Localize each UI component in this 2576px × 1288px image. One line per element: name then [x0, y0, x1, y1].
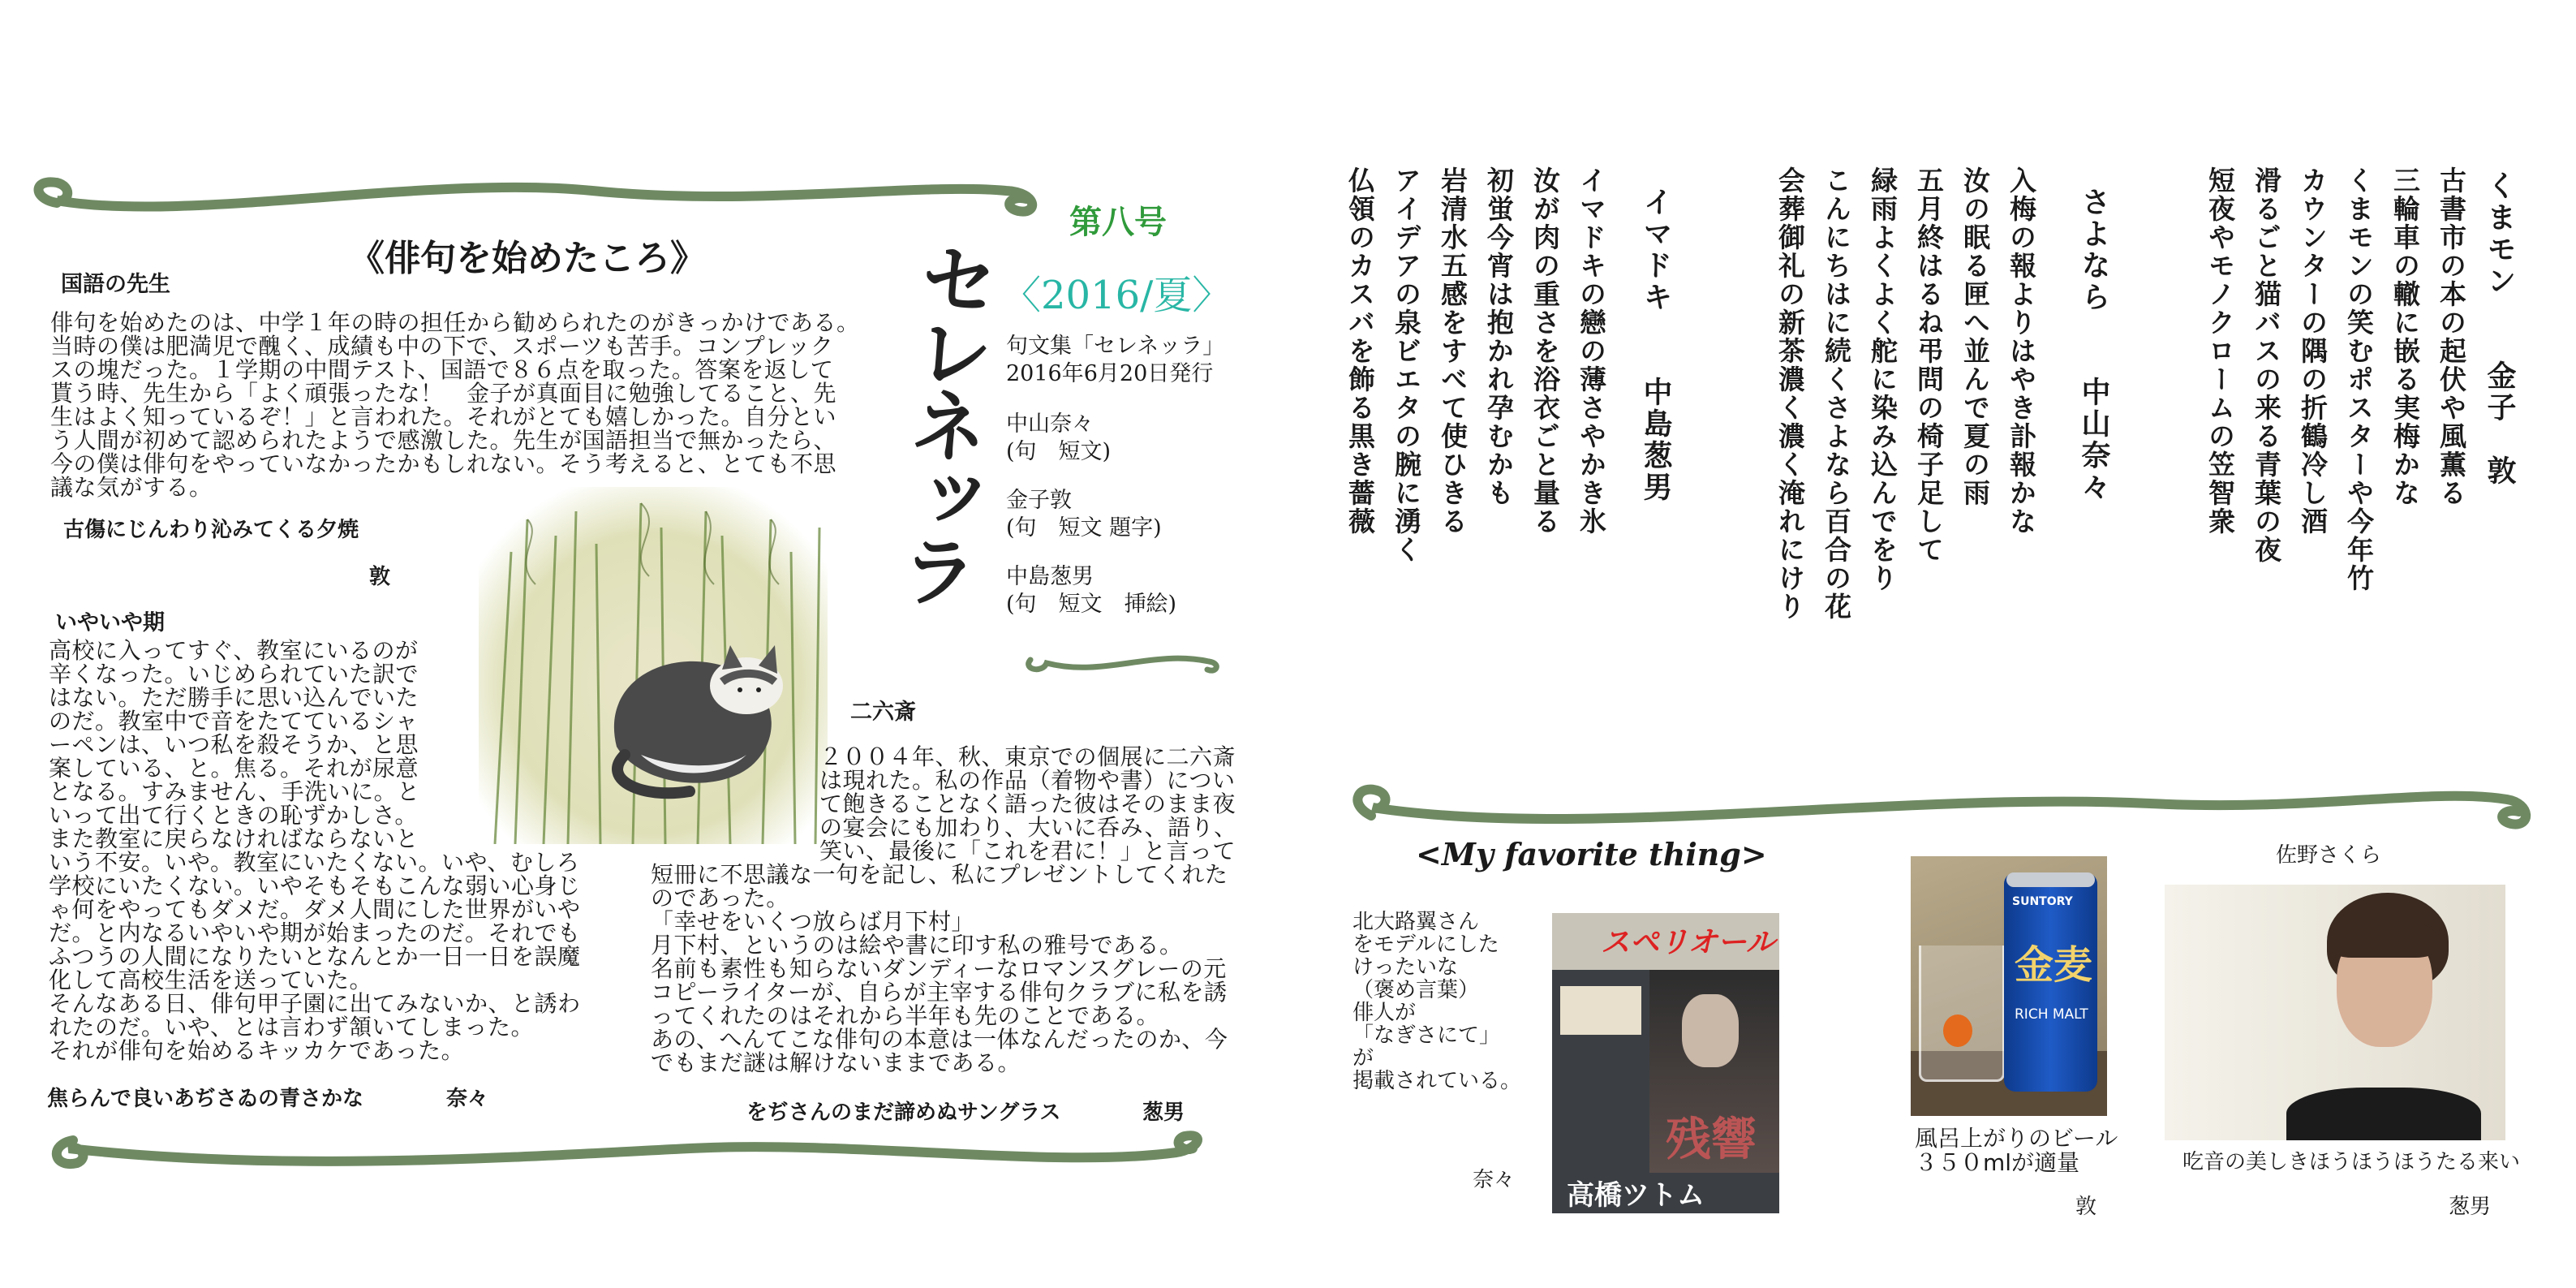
haiku-set-1-line-1: 古書市の本の起伏や風薫る — [2436, 166, 2467, 507]
sec1-heading: 国語の先生 — [61, 272, 170, 297]
haiku-set-1-line-6: 短夜やモノクロームの笠智衆 — [2204, 166, 2236, 536]
haiku-set-2-line-1: 入梅の報よりはやき訃報かな — [2006, 166, 2037, 536]
essay-title: 《俳句を始めたころ》 — [349, 238, 706, 279]
bottom-left-ornament — [41, 1124, 1217, 1181]
issue-number: 第八号 — [1069, 204, 1167, 241]
haiku-set-3-line-6: 仏領のカスバを飾る黒き薔薇 — [1344, 166, 1376, 536]
magazine-kanji: 残響 — [1666, 1113, 1757, 1166]
haiku-set-3-line-2: 汝が肉の重さを浴衣ごと量る — [1529, 166, 1561, 536]
favorite-1-caption: 北大路翼さん をモデルにした けったいな （褒め言葉） 俳人が 「なぎさにて」 が 掲載されている。 — [1353, 910, 1522, 1093]
sec3-body-a: ２００４年、秋、東京での個展に二六斎 は現れた。私の作品（着物や書）につい て飽きることなく語った彼はそのまま夜 の宴会にも加わり、大いに呑み、語り、 笑い、最後に「これを君に！」と言って — [819, 743, 1237, 864]
sec2-author: 奈々 — [446, 1087, 489, 1111]
sec2-haiku: 焦らんで良いあぢさゐの青さかな — [47, 1087, 364, 1111]
haiku-set-2-line-2: 汝の眠る匣へ並んで夏の雨 — [1959, 166, 1991, 507]
favorites-title: <My favorite thing> — [1416, 836, 1767, 872]
sec3-author: 葱男 — [1142, 1101, 1185, 1125]
favorite-2-caption: 風呂上がりのビール ３５０mlが適量 — [1915, 1125, 2118, 1176]
beer-can-photo — [1911, 856, 2107, 1116]
haiku-set-1-title: くまモン 金子 敦 — [2483, 170, 2516, 487]
haiku-set-2-line-6: 会葬御礼の新茶濃く濃く淹れにけり — [1774, 166, 1806, 621]
magazine-cover-image — [1552, 913, 1779, 1213]
sec1-author: 敦 — [369, 565, 391, 589]
sec1-haiku: 古傷にじんわり沁みてくる夕焼 — [63, 518, 359, 542]
portrait-photo — [2165, 885, 2505, 1140]
favorite-3-caption: 吃音の美しきほうほうほうたる来い — [2183, 1150, 2521, 1174]
magazine-author: 高橋ツトム — [1567, 1179, 1705, 1212]
haiku-set-3-line-4: 岩清水五感をすべて使ひきる — [1437, 166, 1469, 536]
staff-name-3: 中島葱男 — [1006, 564, 1094, 589]
haiku-set-3-title: イマドキ 中島葱男 — [1639, 187, 1672, 503]
can-brand: SUNTORY — [2012, 895, 2073, 908]
staff-ornament — [1022, 645, 1225, 678]
top-left-ornament — [24, 166, 1063, 231]
sec3-heading: 二六斎 — [850, 700, 916, 725]
staff-name-1: 中山奈々 — [1006, 411, 1094, 437]
publication-info — [1006, 333, 1224, 618]
haiku-set-3-line-1: イマドキの戀の薄さやかき氷 — [1576, 166, 1607, 536]
magazine-title: スペリオール — [1601, 926, 1775, 959]
favorite-3-author: 葱男 — [2449, 1195, 2492, 1219]
can-name: 金麦 — [2015, 942, 2093, 988]
staff-role-2: (句 短文 題字) — [1006, 515, 1162, 541]
haiku-set-2-line-4: 緑雨よくよく舵に染み込んでをり — [1867, 166, 1899, 592]
favorites-ornament — [1339, 771, 2556, 844]
favorite-2-author: 敦 — [2075, 1195, 2097, 1219]
staff-role-1: (句 短文) — [1006, 439, 1112, 464]
haiku-set-1-line-3: くまモンの笑むポスターや今年竹 — [2343, 166, 2375, 592]
sec1-body: 俳句を始めたのは、中学１年の時の担任から勧められたのがきっかけである。 当時の僕は肥満児で醜く、成績も中の下で、スポーツも苦手。コンプレック スの塊だった。１学期の中間テスト、国語で８６点を取った。答案を返して 貰う時、先生から「よく頑張ったな！ 金子が真面目に勉強してること、先 生はよく知っているぞ！」と言われた。それがとても嬉しかった。自分とい う人間が初めて認められたようで感激した。先生が国語担当で無かったら、 今の僕は俳句をやっていなかったかもしれない。そう考えると、とても不思 議な気がする。 — [50, 309, 860, 501]
staff-name-2: 金子敦 — [1006, 488, 1072, 513]
sec3-haiku: をぢさんのまだ諦めぬサングラス — [746, 1101, 1061, 1125]
brand-calligraphy: セレネッラ — [885, 236, 1003, 608]
staff-role-3: (句 短文 挿絵) — [1006, 592, 1177, 617]
haiku-set-1-line-4: カウンターの隅の折鶴冷し酒 — [2297, 166, 2329, 536]
haiku-set-1-line-2: 三輪車の轍に嵌る実梅かな — [2389, 166, 2421, 507]
haiku-set-2-title: さよなら 中山奈々 — [2077, 187, 2110, 503]
sec2-body: 高校に入ってすぐ、教室にいるのが 辛くなった。いじめられていた訳で はない。ただ勝手に思い込んでいた のだ。教室中で音をたてているシャ ーペンは、いつ私を殺そうか、と思 案している、と。焦る。それが尿意 となる。すみません、手洗いに。と いって出て行くときの恥ずかしさ。 また教室に戻らなければならないと いう不安。いや。教室にいたくない。いや、むしろ 学校にいたくない。いやそもそもこんな弱い心身じ ゃ何をやってもダメだ。ダメ人間にした世界がいや だ。と内なるいやいや期が始まったのだ。それでも ふつうの人間になりたいとなんとか一日一日を誤魔 化して高校生活を送っていた。 そんなある日、俳句甲子園に出てみないか、と誘わ れたのだ。いや、とは言わず頷いてしまった。 それが俳句を始めるキッカケであった。 — [49, 637, 581, 1064]
haiku-set-2-line-5: こんにちはに続くさよなら百合の花 — [1821, 166, 1852, 621]
sec2-heading: いやいや期 — [55, 610, 165, 635]
haiku-set-3-line-3: 初蛍今宵は抱かれ孕むかも — [1483, 166, 1515, 507]
issue-season: 〈2016/夏〉 — [1002, 273, 1232, 318]
haiku-set-1-line-5: 滑るごと猫バスの来る青葉の夜 — [2251, 166, 2282, 564]
publication-date: 2016年6月20日発行 — [1006, 361, 1214, 386]
haiku-set-2-line-3: 五月終はるね弔問の椅子足して — [1913, 166, 1945, 564]
favorite-3-top-label: 佐野さくら — [2276, 843, 2382, 868]
cat-illustration — [479, 487, 828, 844]
favorite-1-author: 奈々 — [1473, 1168, 1516, 1192]
publication-name: 句文集「セレネッラ」 — [1006, 334, 1225, 359]
sec3-body-b: 短冊に不思議な一句を記し、私にプレゼントしてくれた のであった。 「幸せをいくつ放らば月下村」 月下村、というのは絵や書に印す私の雅号である。 名前も素性も知らないダンディーなロマンスグレーの元 コピーライターが、自らが主宰する俳句クラブに私を誘 ってくれたのはそれから半年も先のことである。 あの、へんてこな俳句の本意は一体なんだったのか、今 でもまだ謎は解けないままである。 — [651, 861, 1228, 1076]
can-sub: RICH MALT — [2015, 1006, 2088, 1023]
haiku-set-3-line-5: アイデアの泉ビエタの腕に湧く — [1391, 166, 1422, 564]
